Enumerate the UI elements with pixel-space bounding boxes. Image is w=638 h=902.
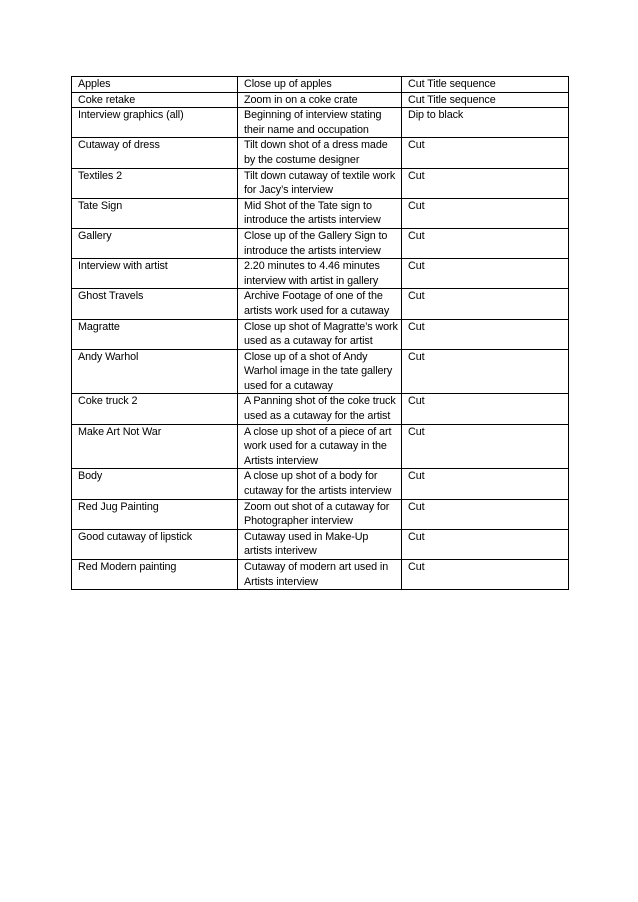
shot-description-cell: Beginning of interview stating their name and occupation [238, 108, 402, 138]
transition-cell: Cut [402, 138, 569, 168]
shot-description-cell: 2.20 minutes to 4.46 minutes interview with artist in gallery [238, 259, 402, 289]
shot-description-cell: Cutaway used in Make-Up artists interivew [238, 529, 402, 559]
transition-cell: Dip to black [402, 108, 569, 138]
clip-name-cell: Interview with artist [72, 259, 238, 289]
shot-description-cell: A close up shot of a piece of art work used for a cutaway in the Artists interview [238, 424, 402, 469]
shot-description-cell: Close up shot of Magratte’s work used as a cutaway for artist [238, 319, 402, 349]
clip-name-cell: Gallery [72, 228, 238, 258]
table-row [72, 108, 569, 138]
transition-cell: Cut [402, 529, 569, 559]
clip-name-cell: Interview graphics (all) [72, 108, 238, 138]
clip-name-cell: Tate Sign [72, 198, 238, 228]
table-row [72, 289, 569, 319]
transition-cell: Cut [402, 469, 569, 499]
table-row [72, 499, 569, 529]
table-row [72, 424, 569, 469]
shot-description-cell: Mid Shot of the Tate sign to introduce the artists interview [238, 198, 402, 228]
clip-name-cell: Apples [72, 77, 238, 93]
table-row [72, 394, 569, 424]
clip-name-cell: Make Art Not War [72, 424, 238, 469]
clip-name-cell: Andy Warhol [72, 349, 238, 394]
transition-cell: Cut [402, 424, 569, 469]
clip-name-cell: Coke retake [72, 92, 238, 108]
shot-description-cell: Zoom out shot of a cutaway for Photographer interview [238, 499, 402, 529]
table-row [72, 138, 569, 168]
transition-cell: Cut [402, 499, 569, 529]
table-row [72, 77, 569, 93]
shot-description-cell: Close up of a shot of Andy Warhol image in the tate gallery used for a cutaway [238, 349, 402, 394]
table-row [72, 228, 569, 258]
clip-name-cell: Red Modern painting [72, 560, 238, 590]
transition-cell: Cut [402, 289, 569, 319]
clip-name-cell: Cutaway of dress [72, 138, 238, 168]
clip-name-cell: Coke truck 2 [72, 394, 238, 424]
table-row [72, 529, 569, 559]
clip-name-cell: Ghost Travels [72, 289, 238, 319]
transition-cell: Cut [402, 168, 569, 198]
shot-description-cell: A close up shot of a body for cutaway for the artists interview [238, 469, 402, 499]
shot-description-cell: Cutaway of modern art used in Artists interview [238, 560, 402, 590]
table-row [72, 259, 569, 289]
transition-cell: Cut [402, 394, 569, 424]
table-row [72, 349, 569, 394]
transition-cell: Cut [402, 259, 569, 289]
table-row [72, 168, 569, 198]
clip-name-cell: Magratte [72, 319, 238, 349]
shot-description-cell: Tilt down shot of a dress made by the costume designer [238, 138, 402, 168]
table-row [72, 560, 569, 590]
shot-description-cell: Archive Footage of one of the artists work used for a cutaway [238, 289, 402, 319]
transition-cell: Cut [402, 198, 569, 228]
transition-cell: Cut [402, 319, 569, 349]
transition-cell: Cut [402, 349, 569, 394]
transition-cell: Cut Title sequence [402, 77, 569, 93]
shot-description-cell: Zoom in on a coke crate [238, 92, 402, 108]
clip-name-cell: Body [72, 469, 238, 499]
table-row [72, 92, 569, 108]
shot-description-cell: Close up of apples [238, 77, 402, 93]
transition-cell: Cut Title sequence [402, 92, 569, 108]
table-row [72, 319, 569, 349]
shot-list-table [71, 76, 569, 590]
transition-cell: Cut [402, 228, 569, 258]
shot-description-cell: A Panning shot of the coke truck used as a cutaway for the artist [238, 394, 402, 424]
table-row [72, 469, 569, 499]
transition-cell: Cut [402, 560, 569, 590]
clip-name-cell: Textiles 2 [72, 168, 238, 198]
shot-list-body [72, 77, 569, 590]
shot-description-cell: Tilt down cutaway of textile work for Jacy’s interview [238, 168, 402, 198]
table-row [72, 198, 569, 228]
clip-name-cell: Good cutaway of lipstick [72, 529, 238, 559]
clip-name-cell: Red Jug Painting [72, 499, 238, 529]
shot-description-cell: Close up of the Gallery Sign to introduce the artists interview [238, 228, 402, 258]
